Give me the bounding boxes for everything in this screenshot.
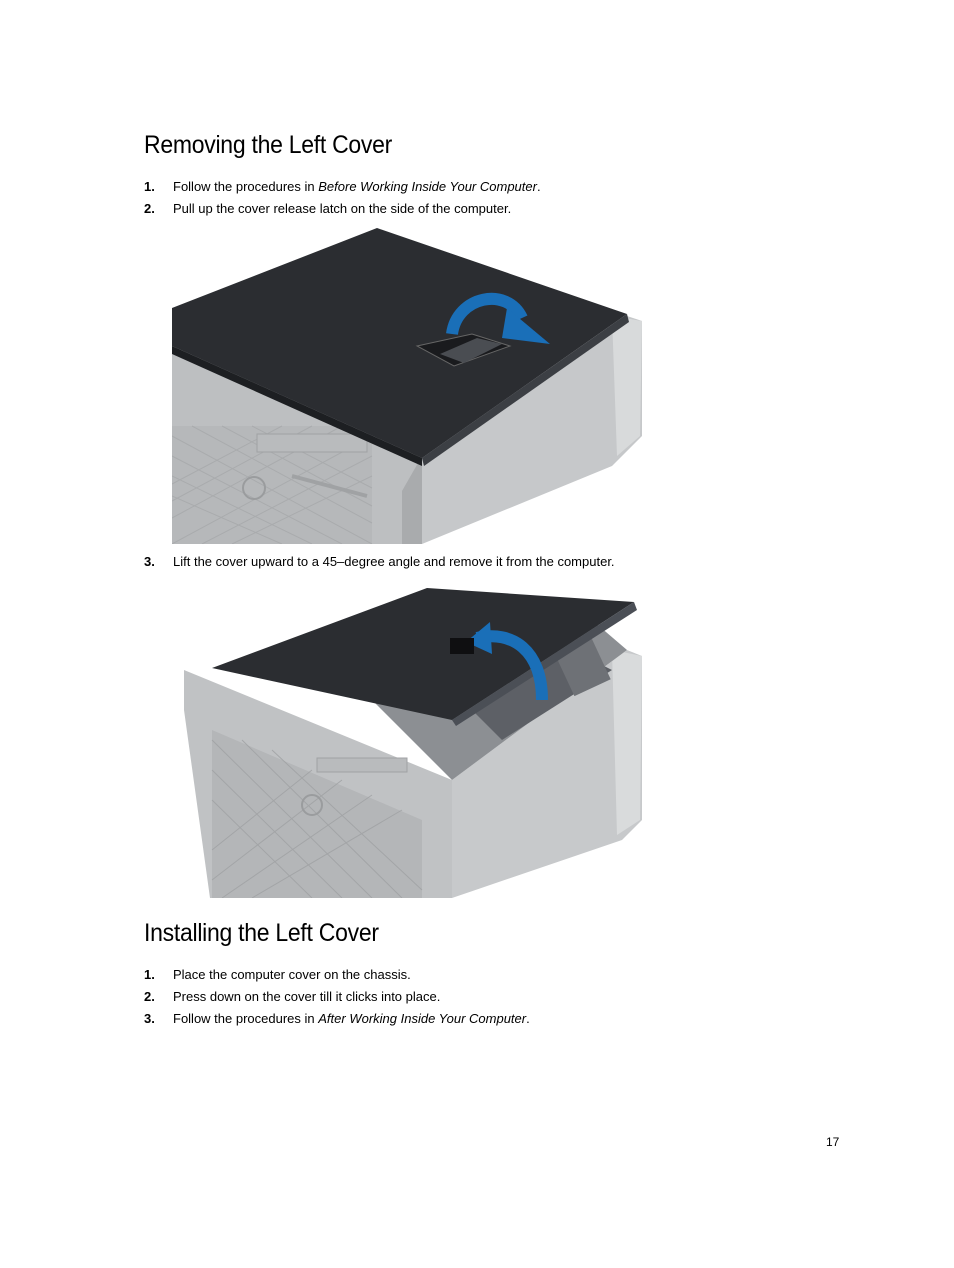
figure-release-latch	[172, 226, 658, 544]
step-text: Lift the cover upward to a 45–degree angle and remove it from the computer.	[173, 554, 615, 569]
step-text: Press down on the cover till it clicks into place.	[173, 989, 441, 1004]
step-text-end: .	[536, 179, 541, 194]
step-number: 2.	[144, 989, 155, 1004]
step-reference-link[interactable]: After Working Inside Your Computer	[318, 1011, 527, 1026]
removing-step-3	[144, 554, 615, 570]
section-title-removing: Removing the Left Cover	[144, 131, 393, 159]
page-number: 17	[826, 1135, 840, 1149]
step-text-end: .	[526, 1011, 530, 1026]
step-number: 2.	[144, 201, 155, 216]
installing-step-3	[144, 1011, 530, 1027]
step-text: Pull up the cover release latch on the side of the computer.	[173, 201, 512, 216]
step-number: 1.	[144, 179, 155, 194]
step-reference-link[interactable]: Before Working Inside Your Computer	[318, 179, 537, 194]
step-text: Follow the procedures in	[173, 1011, 319, 1026]
installing-step-1	[144, 967, 411, 983]
step-number: 1.	[144, 967, 155, 982]
removing-step-2	[144, 201, 511, 217]
section-title-installing: Installing the Left Cover	[144, 919, 379, 947]
step-number: 3.	[144, 1011, 155, 1026]
step-text: Place the computer cover on the chassis.	[173, 967, 411, 982]
installing-step-2	[144, 989, 440, 1005]
step-number: 3.	[144, 554, 155, 569]
removing-step-1	[144, 179, 541, 195]
figure-lift-cover	[172, 580, 658, 898]
step-text: Follow the procedures in	[173, 179, 319, 194]
